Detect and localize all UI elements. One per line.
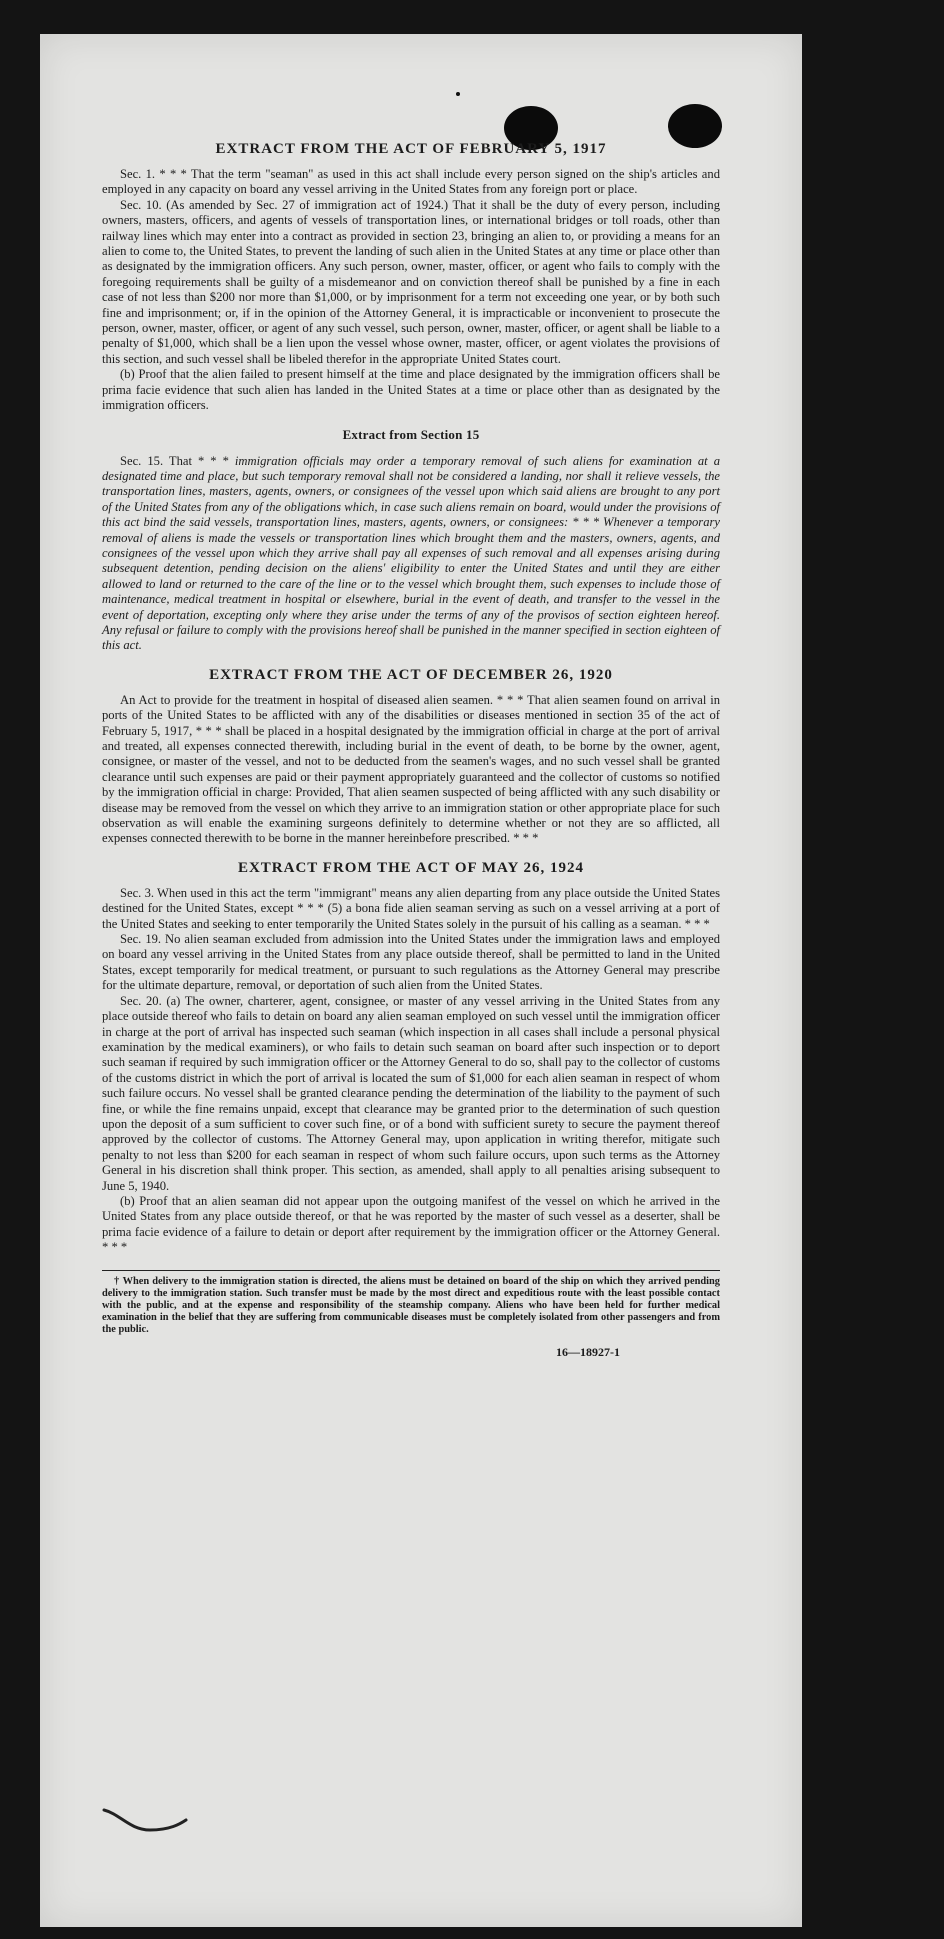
sec-15-lead: Sec. 15. That * * *	[120, 453, 235, 468]
form-number: 16—18927-1	[556, 1344, 620, 1359]
paragraph-sec-20-a: Sec. 20. (a) The owner, charterer, agent, consignee, or master of any vessel arriving in the United States from any place outside thereof who fails to detain on board any alien seaman employed on such vessel until the immigration officer in charge at the port of arrival has inspected such seaman (which inspection in all cases shall include a personal physical examination by the medical examiners), or who fails to detain such seaman on board after such inspection or to deport such seaman if required by such immigration officer or the Attorney General to do so, shall pay to the collector of customs of the customs district in which the port of arrival is located the sum of $1,000 for each alien seaman in respect of whom such failure occurs. No vessel shall be granted clearance pending the determination of the liability to the payment of such fine, or while the fine remains unpaid, except that clearance may be granted prior to the determination of such question upon the deposit of a sum sufficient to cover such fine, or of a bond with sufficient surety to secure the payment thereof approved by the collector of customs. The Attorney General may, upon application in writing therefor, mitigate such penalty to not less than $200 for each seaman in respect of whom such failure occurs, upon such terms as the Attorney General in his discretion shall think proper. This section, as amended, shall apply to all penalties arising subsequent to June 5, 1940.	[102, 993, 720, 1193]
paragraph-sec-1: Sec. 1. * * * That the term "seaman" as used in this act shall include every person signed on the ship's articles and employed in any capacity on board any vessel arriving in the United States from any foreign port or place.	[102, 167, 720, 197]
paragraph-sec-10: Sec. 10. (As amended by Sec. 27 of immigration act of 1924.) That it shall be the duty of every person, including owners, masters, officers, and agents of vessels of transportation lines, or international bridges or toll roads, other than railway lines which may enter into a contract as provided in section 23, bringing an alien to, or providing a means for an alien to come to, the United States, to prevent the landing of such alien in the United States at any time or place other than as designated by the immigration officers. Any such person, owner, master, officer, or agent who fails to comply with the foregoing requirements shall be guilty of a misdemeanor and on conviction thereof shall be punished by a fine in each case of not less than $200 nor more than $1,000, or by imprisonment for a term not exceeding one year, or by both such fine and imprisonment; or, if in the opinion of the Attorney General, it is impracticable or inconvenient to prosecute the person, owner, master, officer, or agent of any such vessel, such person, owner, master, officer, or agent shall be liable to a penalty of $1,000, which shall be a lien upon the vessel whose owner, master, officer, or agent violates the provisions of this section, and such vessel shall be libeled therefor in the appropriate United States court.	[102, 197, 720, 366]
footnote: † When delivery to the immigration station is directed, the aliens must be detained on board of the ship on which they arrived pending delivery to the immigration station. Such transfer must be made by the most direct and expeditious route with the least possible contact with the public, and at the expense and responsibility of the steamship company. Aliens who have been held for further medical examination in the belief that they are suffering from communicable diseases must be completely isolated from other passengers and from the public.	[102, 1275, 720, 1336]
sec-15-italic-text: immigration officials may order a temporary removal of such aliens for examination at a designated time and place, but such temporary removal shall not be considered a landing, nor shall it relieve vessels, the transportation lines, masters, agents, owners, or consignees of the vessel upon which said aliens are brought to any port of the United States from any of the obligations which, in case such aliens remain on board, would under the provisions of this act bind the said vessels, transportation lines, masters, agents, owners, or consignees: * * * Whenever a temporary removal of aliens is made the vessels or transportation lines which brought them and the masters, owners, agents, and consignees of the vessel upon which they arrive shall pay all expenses of such removal and all expenses arising during subsequent detention, pending decision on the aliens' eligibility to enter the United States and until they are either allowed to land or returned to the care of the line or to the vessel which brought them, such expenses to include those of maintenance, medical treatment in hospital or elsewhere, burial in the event of death, and transfer to the vessel in the event of deportation, excepting only where they arise under the terms of any of the provisos of section eighteen hereof. Any refusal or failure to comply with the provisions hereof shall be punished in the manner specified in section eighteen of this act.	[102, 453, 720, 653]
paragraph-sec-15	[102, 454, 720, 654]
document-body	[102, 140, 720, 1360]
pen-mark	[100, 1800, 190, 1840]
heading-act-1920: EXTRACT FROM THE ACT OF DECEMBER 26, 1920	[209, 666, 613, 683]
heading-act-1924: EXTRACT FROM THE ACT OF MAY 26, 1924	[237, 859, 585, 876]
heading-section-15: Extract from Section 15	[342, 426, 480, 442]
paragraph-sec-20-b: (b) Proof that an alien seaman did not appear upon the outgoing manifest of the vessel on which he arrived in the United States from any place outside thereof, or that he was reported by the master of such vessel as a deserter, shall be prima facie evidence of a failure to detain or deport after requirement by the immigration officer or the Attorney General. * * *	[102, 1193, 720, 1255]
paragraph-sec-3: Sec. 3. When used in this act the term "immigrant" means any alien departing from any place outside the United States destined for the United States, except * * * (5) a bona fide alien seaman serving as such on a vessel arriving at a port of the United States and seeking to enter temporarily the United States solely in the pursuit of his calling as a seaman. * * *	[102, 885, 720, 931]
footnote-divider	[102, 1270, 720, 1271]
heading-act-1917: EXTRACT FROM THE ACT OF FEBRUARY 5, 1917	[215, 141, 607, 157]
paragraph-sec-10-b: (b) Proof that the alien failed to present himself at the time and place designated by the immigration officers shall be prima facie evidence that such alien has landed in the United States at a time or place other than as designated by the immigration officers.	[102, 367, 720, 413]
paragraph-sec-19: Sec. 19. No alien seaman excluded from admission into the United States under the immigration laws and employed on board any vessel arriving in the United States from any place outside thereof, shall be permitted to land in the United States, except temporarily for medical treatment, or pursuant to such regulations as the Attorney General may prescribe for the ultimate departure, removal, or deportation of such alien from the United States.	[102, 932, 720, 993]
scan-speck	[456, 92, 460, 96]
paragraph-act-1920: An Act to provide for the treatment in hospital of diseased alien seamen. * * * That alien seamen found on arrival in ports of the United States to be afflicted with any of the disabilities or diseases mentioned in section 35 of the act of February 5, 1917, * * * shall be placed in a hospital designated by the immigration official in charge at the port of arrival and treated, all expenses connected therewith, including burial in the event of death, to be borne by the owner, agent, consignee, or master of the vessel, and not to be deducted from the seamen's wages, and no such vessel shall be granted clearance until such expenses are paid or their payment appropriately guaranteed and the collector of customs so notified by the immigration official in charge: Provided, That alien seamen suspected of being afflicted with any such disability or disease may be removed from the vessel on which they arrive to an immigration station or other appropriate place for such observation as will enable the examining surgeons definitely to determine whether or not they are so afflicted, all expenses connected therewith to be borne in the manner hereinbefore prescribed. * * *	[102, 692, 720, 846]
